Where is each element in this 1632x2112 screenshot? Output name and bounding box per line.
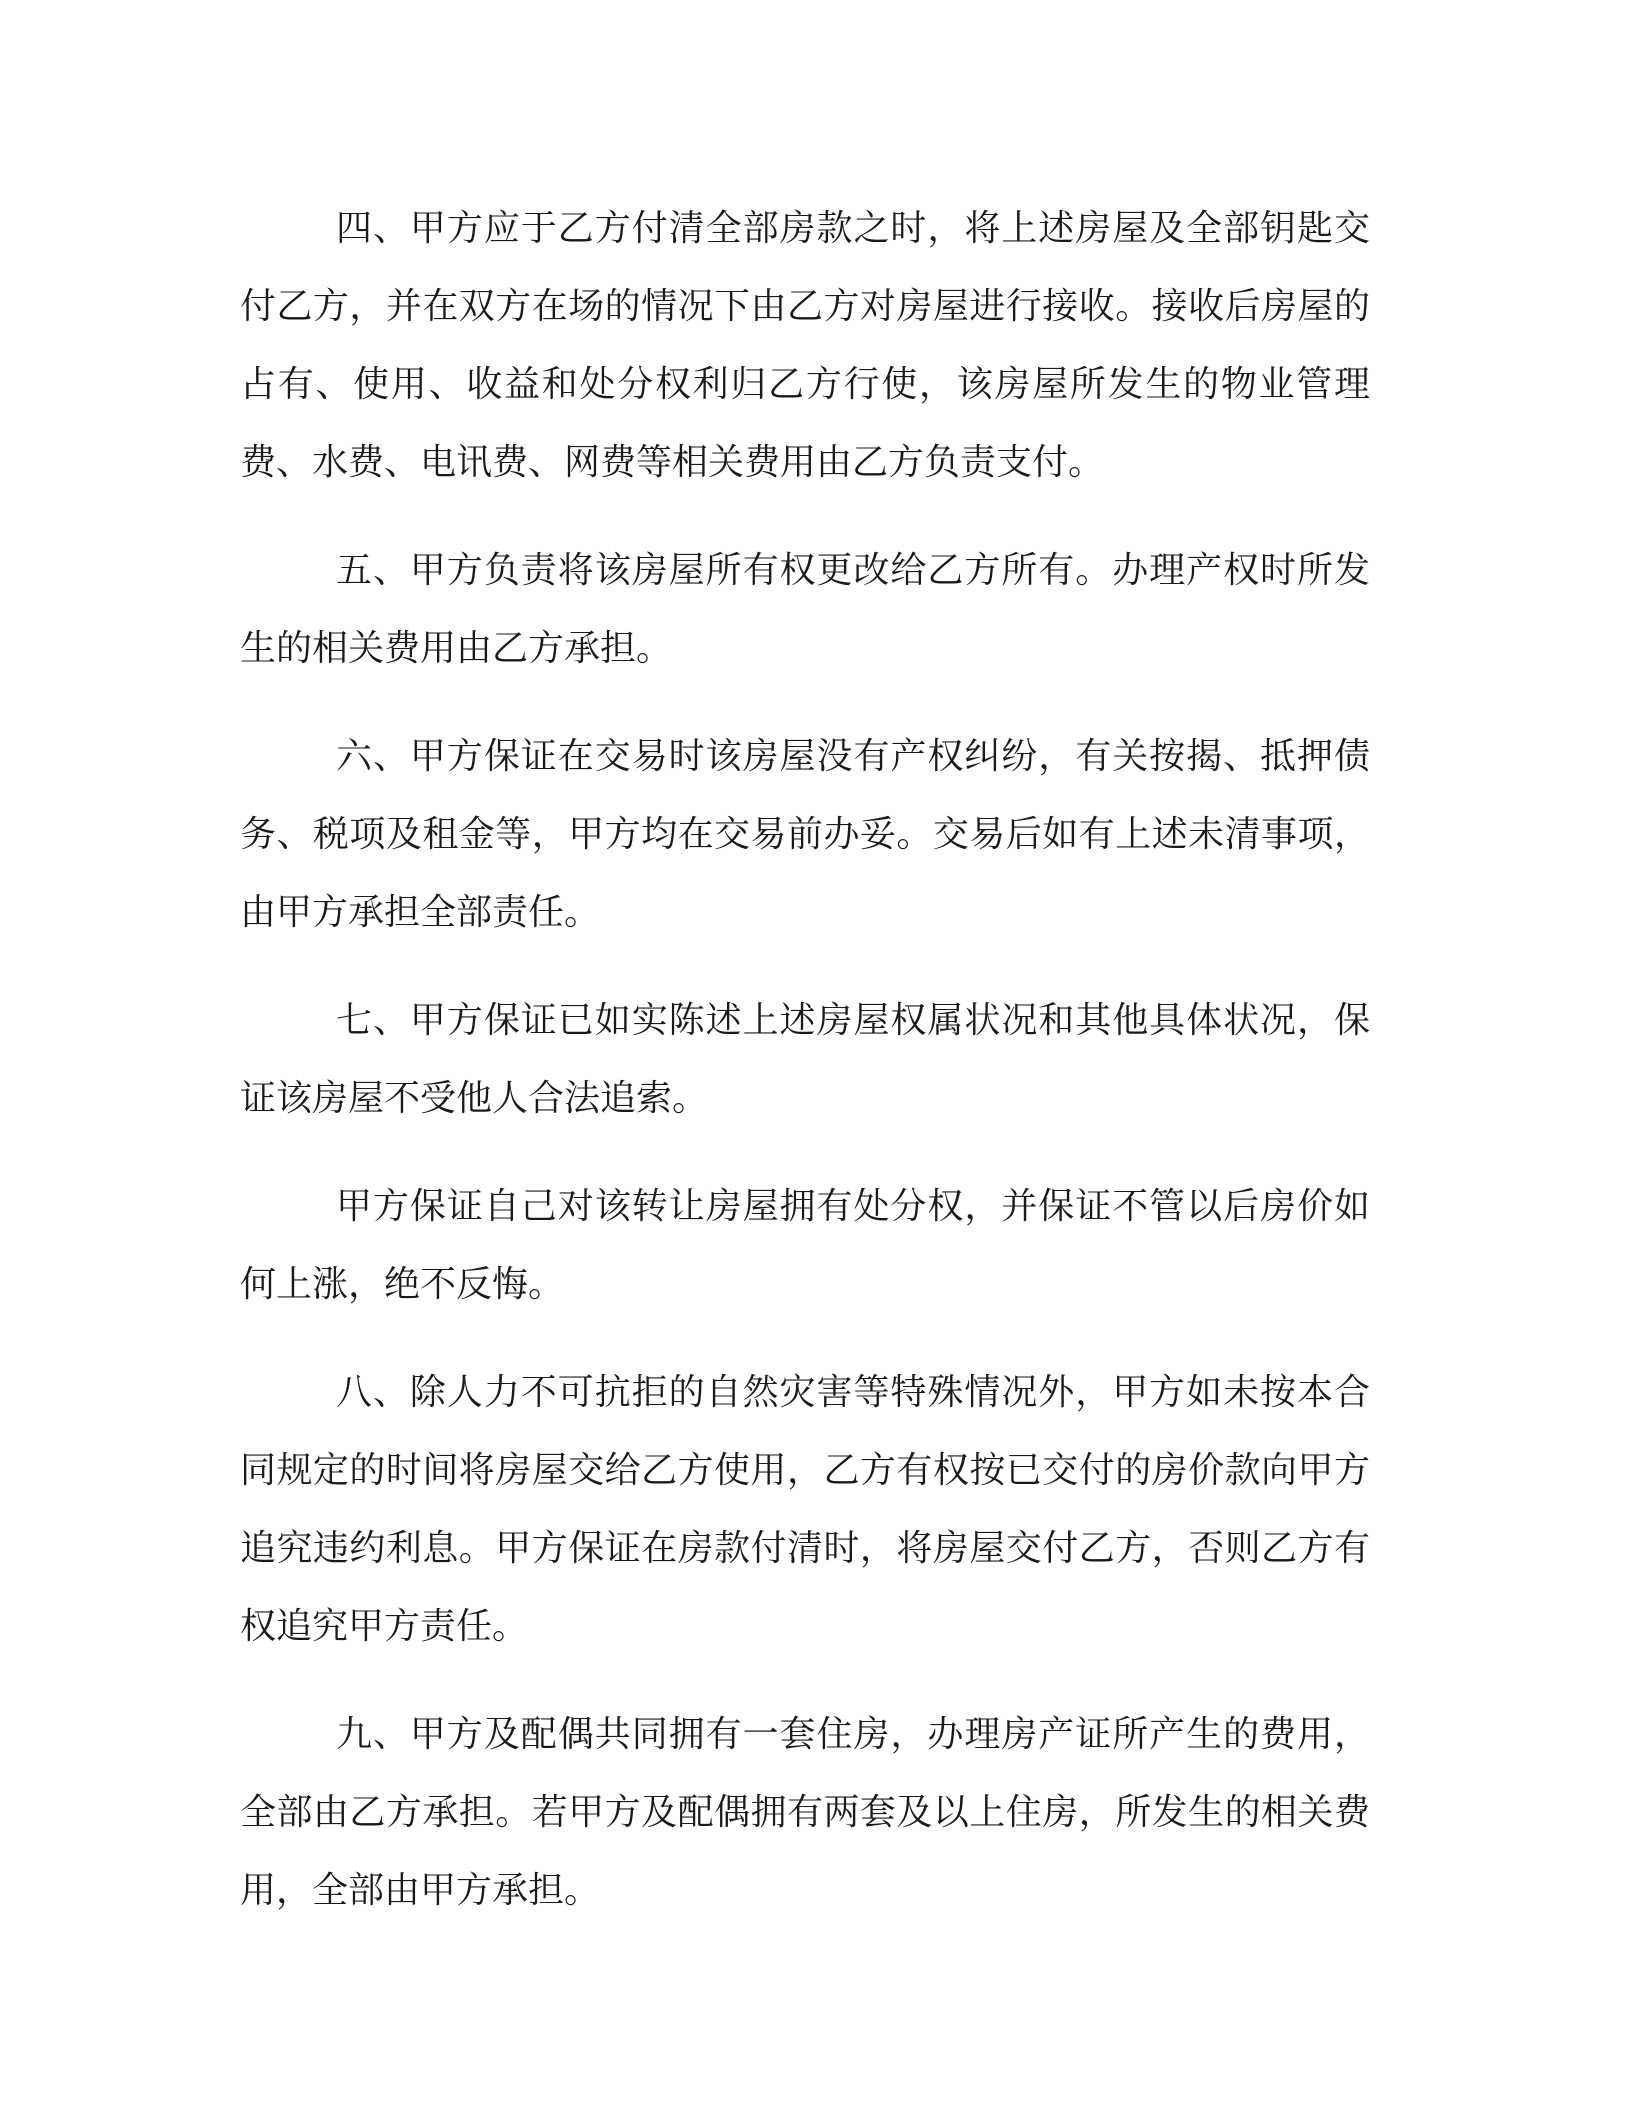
clause-7-supplement-paragraph: 甲方保证自己对该转让房屋拥有处分权，并保证不管以后房价如何上涨，绝不反悔。 <box>240 1186 1370 1305</box>
clause-6-paragraph: 六、甲方保证在交易时该房屋没有产权纠纷，有关按揭、抵押债务、税项及租金等，甲方均在交易前办妥。交易后如有上述未清事项，由甲方承担全部责任。 <box>240 736 1370 933</box>
clause-4-paragraph: 四、甲方应于乙方付清全部房款之时，将上述房屋及全部钥匙交付乙方，并在双方在场的情况下由乙方对房屋进行接收。接收后房屋的占有、使用、收益和处分权利归乙方行使，该房屋所发生的物业管理费、水费、电讯费、网费等相关费用由乙方负责支付。 <box>240 208 1370 483</box>
clause-9-paragraph: 九、甲方及配偶共同拥有一套住房，办理房产证所产生的费用，全部由乙方承担。若甲方及配偶拥有两套及以上住房，所发生的相关费用，全部由甲方承担。 <box>240 1714 1370 1911</box>
document-body <box>240 190 1370 1960</box>
clause-7-paragraph: 七、甲方保证已如实陈述上述房屋权属状况和其他具体状况，保证该房屋不受他人合法追索。 <box>240 1000 1370 1119</box>
clause-8-paragraph: 八、除人力不可抗拒的自然灾害等特殊情况外，甲方如未按本合同规定的时间将房屋交给乙方使用，乙方有权按已交付的房价款向甲方追究违约利息。甲方保证在房款付清时，将房屋交付乙方，否则乙方有权追究甲方责任。 <box>240 1372 1370 1647</box>
clause-5-paragraph: 五、甲方负责将该房屋所有权更改给乙方所有。办理产权时所发生的相关费用由乙方承担。 <box>240 550 1370 669</box>
